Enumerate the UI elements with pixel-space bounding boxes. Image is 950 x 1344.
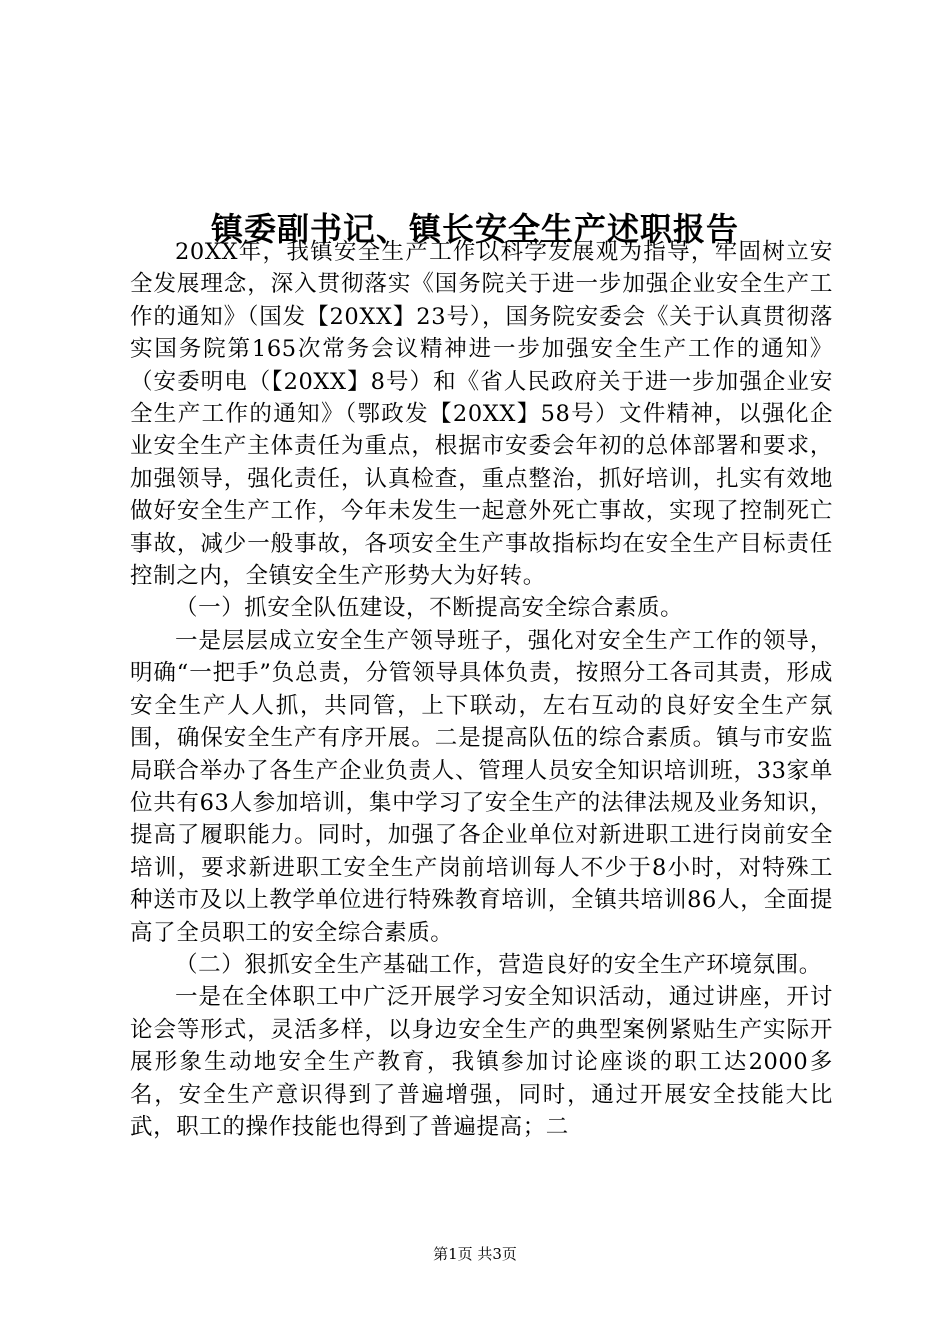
section-heading-2: （二）狠抓安全生产基础工作，营造良好的安全生产环境氛围。 [175, 951, 822, 978]
paragraph-intro: 20XX年，我镇安全生产工作以科学发展观为指导，牢固树立安全发展理念，深入贯彻落实《国务院关于进一步加强企业安全生产工作的通知》（国发【20XX】23号），国务院安委会《关于认真贯彻落实国务院第165次常务会议精神进一步加强安全生产工作的通知》（安委明电（【20XX】8号）和《省人民政府关于进一步加强企业安全生产工作的通知》（鄂政发【20XX】58号）文件精神，以强化企业安全生产主体责任为重点，根据市安委会年初的总体部署和要求，加强领导，强化责任，认真检查，重点整治，抓好培训，扎实有效地做好安全生产工作，今年未发生一起意外死亡事故，实现了控制死亡事故，减少一般事故，各项安全生产事故指标均在安全生产目标责任控制之内，全镇安全生产形势大为好转。 [130, 239, 833, 590]
paragraph-section-1: 一是层层成立安全生产领导班子，强化对安全生产工作的领导，明确“一把手”负总责，分管领导具体负责，按照分工各司其责，形成安全生产人人抓，共同管，上下联动，左右互动的良好安全生产氛围，确保安全生产有序开展。二是提高队伍的综合素质。镇与市安监局联合举办了各生产企业负责人、管理人员安全知识培训班，33家单位共有63人参加培训，集中学习了安全生产的法律法规及业务知识，提高了履职能力。同时，加强了各企业单位对新进职工进行岗前安全培训，要求新进职工安全生产岗前培训每人不少于8小时，对特殊工种送市及以上教学单位进行特殊教育培训，全镇共培训86人，全面提高了全员职工的安全综合素质。 [130, 627, 833, 946]
section-heading-1: （一）抓安全队伍建设，不断提高安全综合素质。 [175, 595, 684, 622]
page-footer: 第1页 共3页 [433, 1245, 517, 1263]
document-body [130, 236, 833, 1143]
document-title: 镇委副书记、镇长安全生产述职报告 [210, 210, 739, 249]
paragraph-section-2: 一是在全体职工中广泛开展学习安全知识活动，通过讲座，开讨论会等形式，灵活多样，以身边安全生产的典型案例紧贴生产实际开展形象生动地安全生产教育，我镇参加讨论座谈的职工达2000多名，安全生产意识得到了普遍增强，同时，通过开展安全技能大比武，职工的操作技能也得到了普遍提高；二 [130, 984, 833, 1140]
